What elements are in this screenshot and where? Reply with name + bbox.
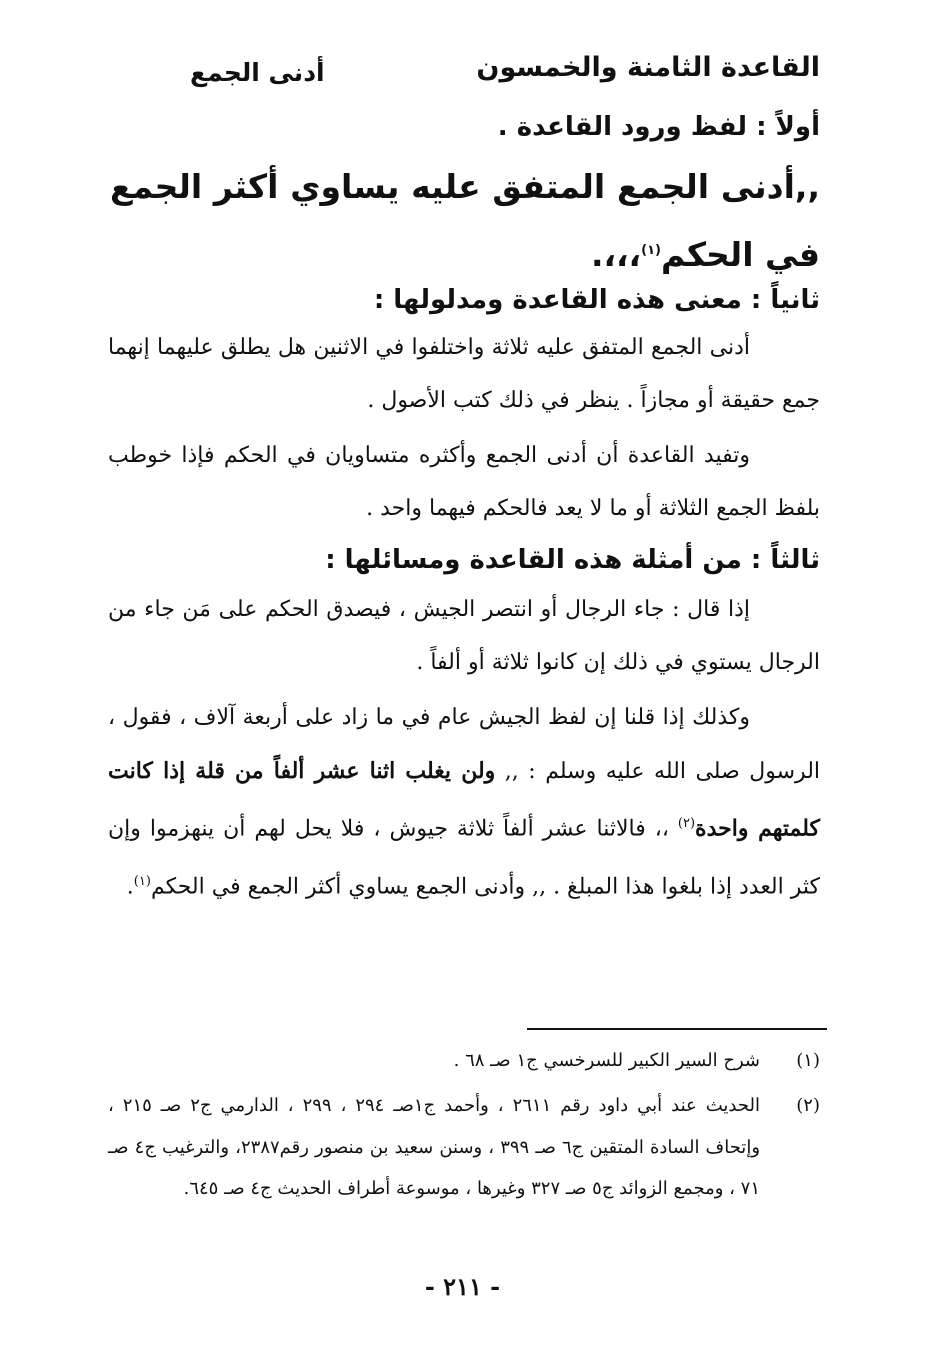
footnote-ref: (١) <box>133 873 151 889</box>
example-paragraph-2 <box>108 692 820 914</box>
section-heading-wording: أولاً : لفظ ورود القاعدة . <box>497 112 820 142</box>
running-title: أدنى الجمع <box>190 58 325 87</box>
footnote-1 <box>108 1040 820 1082</box>
rule-statement <box>110 155 820 287</box>
rule-text: أدنى الجمع المتفق عليه يساوي أكثر الجمع في الحكم <box>110 167 820 274</box>
hadith-quote: ولن يغلب اثنا عشر ألفاً من قلة إذا كانت كلمتهم واحدة <box>108 757 820 842</box>
rule-number-header: القاعدة الثامنة والخمسون <box>476 52 820 83</box>
footnote-text: الحديث عند أبي داود رقم ٢٦١١ ، وأحمد ج١صـ ٢٩٤ ، ٢٩٩ ، الدارمي ج٢ صـ ٢١٥ ، وإتحاف السادة المتقين ج٦ صـ ٣٩٩ ، وسنن سعيد بن منصور رقم٢٣٨٧، والترغيب ج٤ صـ ٧١ ، ومجمع الزوائد ج٥ صـ ٣٢٧ وغيرها ، موسوعة أطراف الحديث ج٤ صـ ٦٤٥. <box>108 1095 761 1199</box>
footnote-ref: (١) <box>641 243 661 258</box>
footnote-ref: (٢) <box>677 816 696 831</box>
page-number: - ٢١١ - <box>424 1272 501 1301</box>
example-paragraph-1: إذا قال : جاء الرجال أو انتصر الجيش ، فيصدق الحكم على مَن جاء من الرجال يستوي في ذلك إن كانوا ثلاثة أو ألفاً . <box>108 597 820 675</box>
rule-close: ،،،. <box>590 235 642 274</box>
footnote-number: (١) <box>796 1050 820 1071</box>
footnote-text: شرح السير الكبير للسرخسي ج١ صـ ٦٨ . <box>453 1050 760 1071</box>
rule-open-quote: ,, <box>794 167 820 206</box>
footnote-2 <box>108 1085 820 1210</box>
example-intro: وكذلك إذا قلنا إن لفظ الجيش عام في ما زاد على أربعة آلاف ، فقول ، الرسول صلى الله عليه وسلم : ,, <box>108 705 821 784</box>
example-continuation: ،، فالاثنا عشر ألفاً ثلاثة جيوش ، فلا يحل لهم أن ينهزموا وإن كثر العدد إذا بلغوا هذا المبلغ . ,, وأدنى الجمع يساوي أكثر الجمع في الحكم <box>108 816 820 900</box>
section-heading-meaning: ثانياً : معنى هذه القاعدة ومدلولها : <box>373 285 820 315</box>
footnote-separator <box>527 1028 827 1030</box>
example-end: . <box>126 874 134 900</box>
meaning-paragraph-1: أدنى الجمع المتفق عليه ثلاثة واختلفوا في الاثنين هل يطلق عليهما إنهما جمع حقيقة أو مجازاً . ينظر في ذلك كتب الأصول . <box>108 335 820 413</box>
meaning-paragraph-2: وتفيد القاعدة أن أدنى الجمع وأكثره متساويان في الحكم فإذا خوطب بلفظ الجمع الثلاثة أو ما لا يعد فالحكم فيهما واحد . <box>108 443 820 521</box>
footnote-number: (٢) <box>796 1095 820 1116</box>
section-heading-examples: ثالثاً : من أمثلة هذه القاعدة ومسائلها : <box>325 545 820 575</box>
